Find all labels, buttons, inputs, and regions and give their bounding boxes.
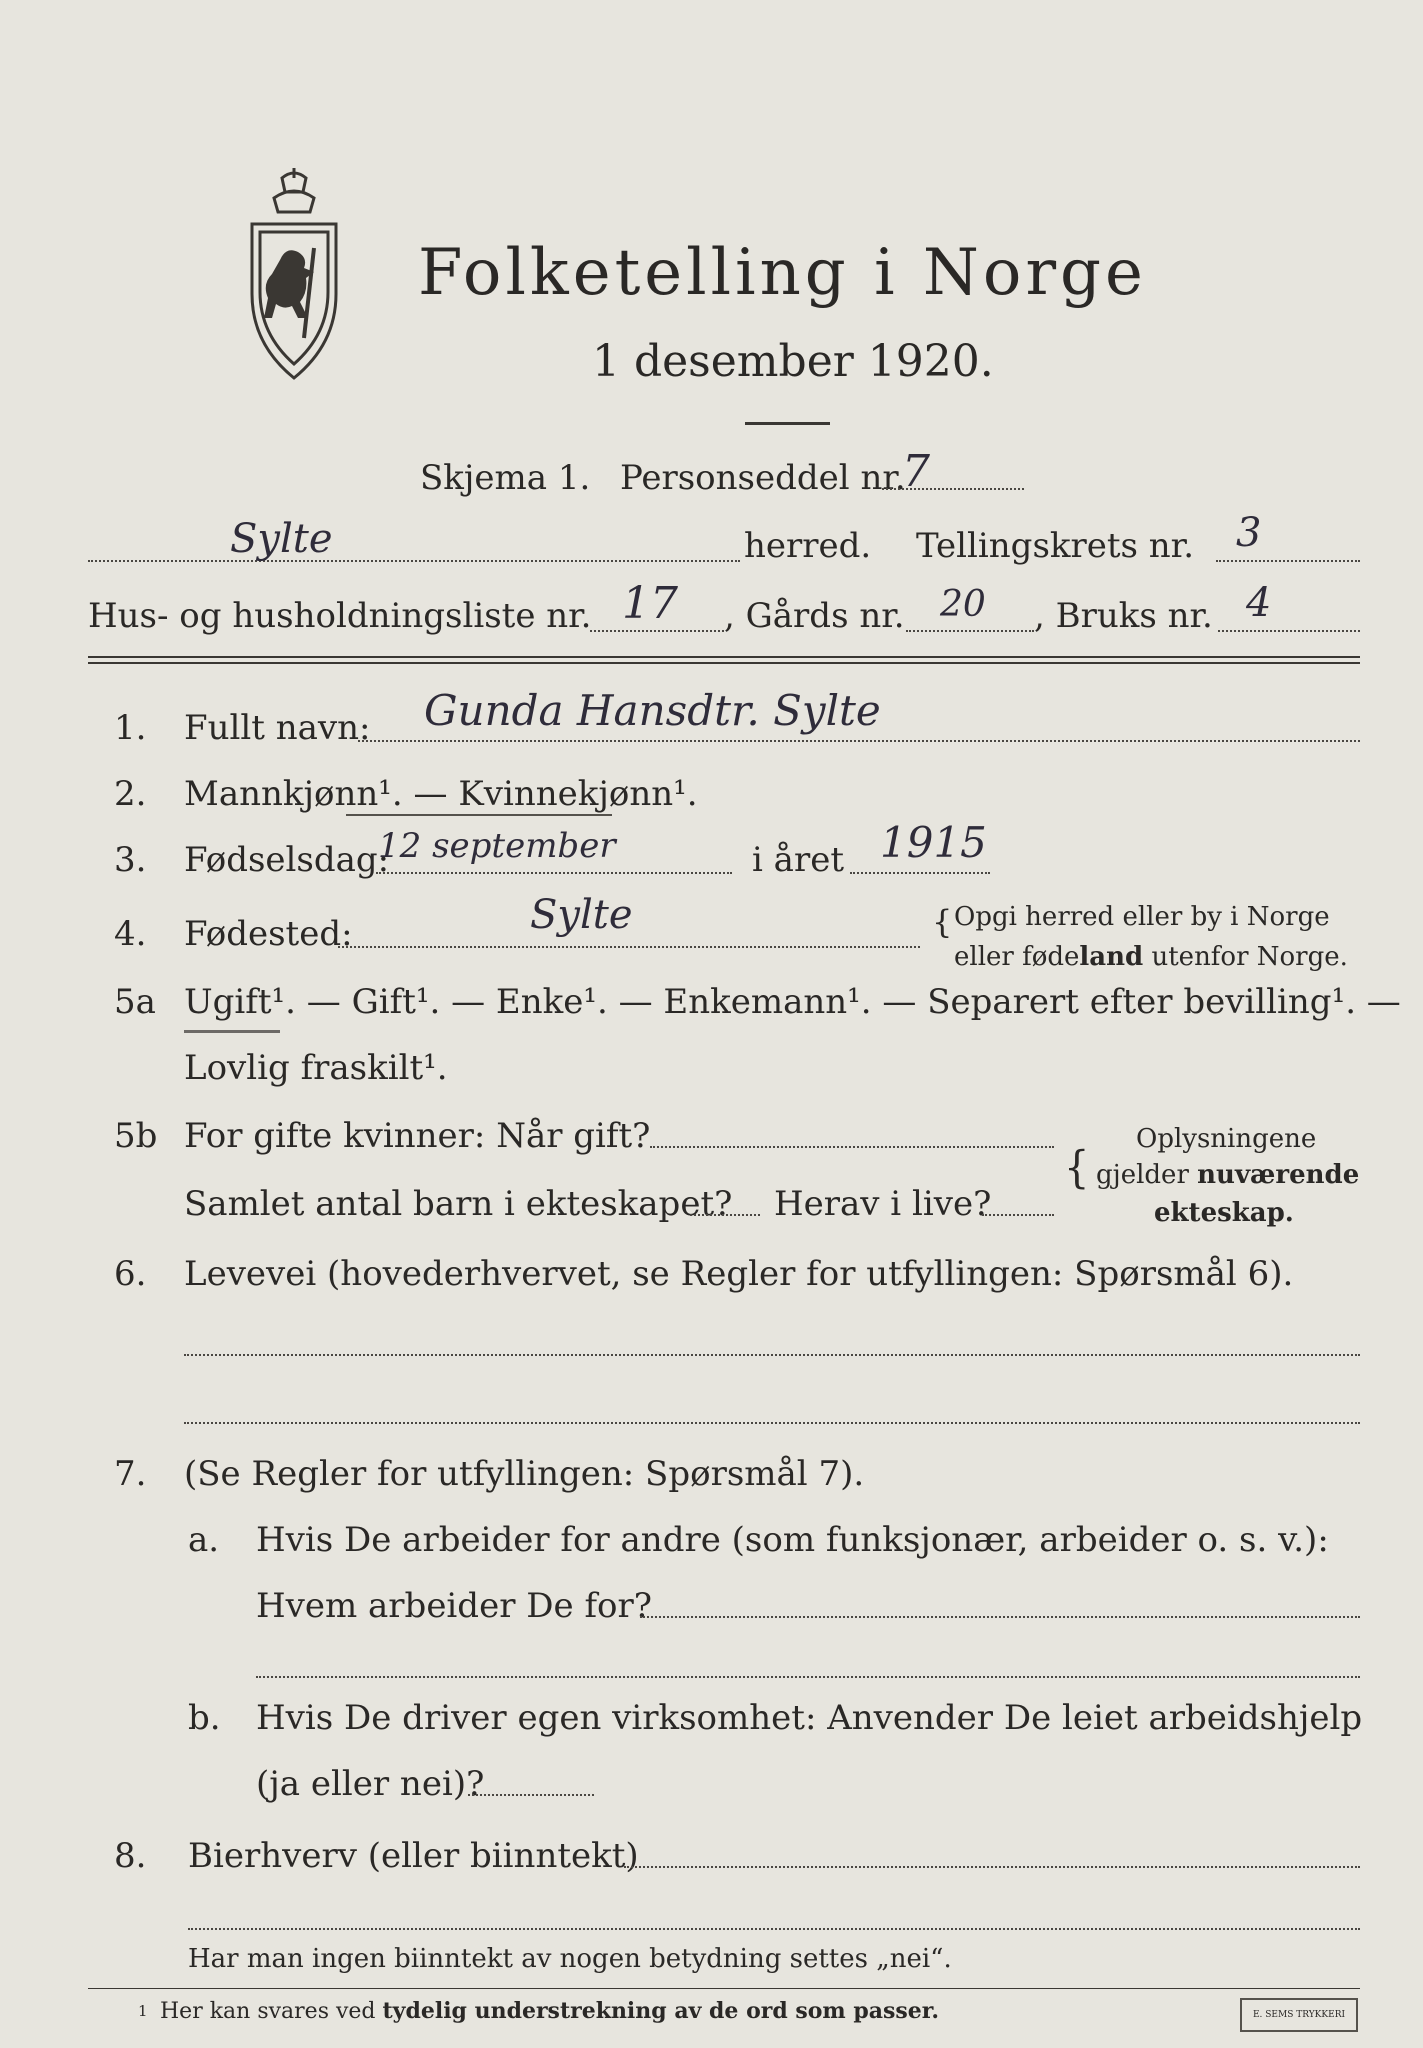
birthday-value: 12 september <box>378 826 616 866</box>
q7-number: 7. <box>114 1454 147 1494</box>
occupation-line-1 <box>184 1354 1360 1356</box>
children-line <box>690 1214 760 1216</box>
footnote-rule <box>88 1988 1360 1989</box>
year-line <box>850 872 990 874</box>
q4-number: 4. <box>114 914 147 954</box>
q3-label: Fødselsdag: <box>184 840 390 880</box>
side-income-line <box>624 1866 1360 1868</box>
footnote-mark: 1 <box>138 2002 148 2020</box>
herred-value: Sylte <box>230 516 333 562</box>
birthplace-note-1: Opgi herred eller by i Norge <box>954 902 1330 932</box>
coat-of-arms-lion-emblem <box>244 168 344 383</box>
q7b-letter: b. <box>188 1698 221 1738</box>
marriage-note-3: ekteskap. <box>1154 1198 1294 1228</box>
birth-year-value: 1915 <box>880 818 987 867</box>
personseddel-label: Personseddel nr. <box>620 458 906 498</box>
schema-label: Skjema 1. <box>420 458 591 498</box>
birthplace-line <box>338 946 920 948</box>
marriage-note-1: Oplysningene <box>1136 1124 1317 1154</box>
q7b-line-1: Hvis De driver egen virksomhet: Anvender De leiet arbeidshjelp <box>256 1698 1363 1738</box>
side-income-note: Har man ingen biinntekt av nogen betydning settes „nei“. <box>188 1944 952 1974</box>
employer-line <box>640 1616 1360 1618</box>
q1-line <box>358 740 1360 742</box>
herred-label: herred. <box>744 526 872 566</box>
q7a-line-1: Hvis De arbeider for andre (som funksjonær, arbeider o. s. v.): <box>256 1520 1329 1560</box>
q7-label: (Se Regler for utfyllingen: Spørsmål 7). <box>184 1454 865 1494</box>
birthday-line <box>376 872 732 874</box>
marital-status-options-2: Lovlig fraskilt¹. <box>184 1048 448 1088</box>
employer-label: Hvem arbeider De for? <box>256 1586 652 1626</box>
married-when-label: For gifte kvinner: Når gift? <box>184 1116 651 1156</box>
header-rule-bottom <box>88 662 1360 664</box>
bruks-label: , Bruks nr. <box>1034 596 1213 636</box>
gender-options: Mannkjønn¹. — Kvinnekjønn¹. <box>184 774 698 814</box>
q2-number: 2. <box>114 774 147 814</box>
q5a-number: 5a <box>114 982 156 1022</box>
ugift-underline <box>184 1030 280 1033</box>
side-income-label: Bierhverv (eller biinntekt) <box>188 1836 639 1876</box>
marriage-brace: { <box>1064 1142 1090 1194</box>
q7a-letter: a. <box>188 1520 220 1560</box>
herred-line <box>88 560 740 562</box>
full-name-value: Gunda Hansdtr. Sylte <box>424 686 881 735</box>
bruks-value: 4 <box>1246 580 1272 626</box>
tellingskrets-line <box>1216 560 1360 562</box>
hus-label: Hus- og husholdningsliste nr. <box>88 596 592 636</box>
tellingskrets-label: Tellingskrets nr. <box>916 526 1195 566</box>
q3-number: 3. <box>114 840 147 880</box>
children-label: Samlet antal barn i ekteskapet? <box>184 1184 733 1224</box>
hired-help-line <box>468 1794 594 1796</box>
marriage-note-2: gjelder nuværende <box>1096 1160 1360 1190</box>
title-divider <box>745 422 830 425</box>
q6-number: 6. <box>114 1254 147 1294</box>
form-title: Folketelling i Norge <box>418 236 1147 310</box>
year-label: i året <box>752 840 844 880</box>
kvinnekjonn-underline <box>346 814 612 816</box>
hired-help-label: (ja eller nei)? <box>256 1764 485 1804</box>
married-when-line <box>650 1146 1054 1148</box>
birthplace-note-2: eller fødeland utenfor Norge. <box>954 942 1348 972</box>
alive-line <box>982 1214 1054 1216</box>
hus-value: 17 <box>622 578 678 629</box>
occupation-line-2 <box>184 1422 1360 1424</box>
occupation-label: Levevei (hovederhvervet, se Regler for utfyllingen: Spørsmål 6). <box>184 1254 1294 1294</box>
birthplace-brace: { <box>932 903 953 941</box>
q1-number: 1. <box>114 708 147 748</box>
gards-value: 20 <box>940 584 986 625</box>
side-income-line-2 <box>188 1928 1360 1930</box>
employer-line-2 <box>256 1676 1360 1678</box>
footnote-text: Her kan svares ved tydelig understrekning av de ord som passer. <box>160 1998 940 2024</box>
q5b-number: 5b <box>114 1116 158 1156</box>
gards-label: , Gårds nr. <box>724 596 905 636</box>
header-rule-top <box>88 656 1360 658</box>
tellingskrets-value: 3 <box>1236 510 1262 556</box>
hus-line <box>590 630 724 632</box>
birthplace-value: Sylte <box>530 892 633 938</box>
q8-number: 8. <box>114 1836 147 1876</box>
alive-label: Herav i live? <box>774 1184 992 1224</box>
census-date: 1 desember 1920. <box>592 336 994 387</box>
personseddel-value: 7 <box>902 446 930 497</box>
q4-label: Fødested: <box>184 914 353 954</box>
q1-label: Fullt navn: <box>184 708 371 748</box>
bruks-line <box>1218 630 1360 632</box>
printer-stamp: E. SEMS TRYKKERI <box>1240 1998 1358 2032</box>
marital-status-options: Ugift¹. — Gift¹. — Enke¹. — Enkemann¹. — Separert efter bevilling¹. — <box>184 982 1401 1022</box>
gards-line <box>906 630 1034 632</box>
